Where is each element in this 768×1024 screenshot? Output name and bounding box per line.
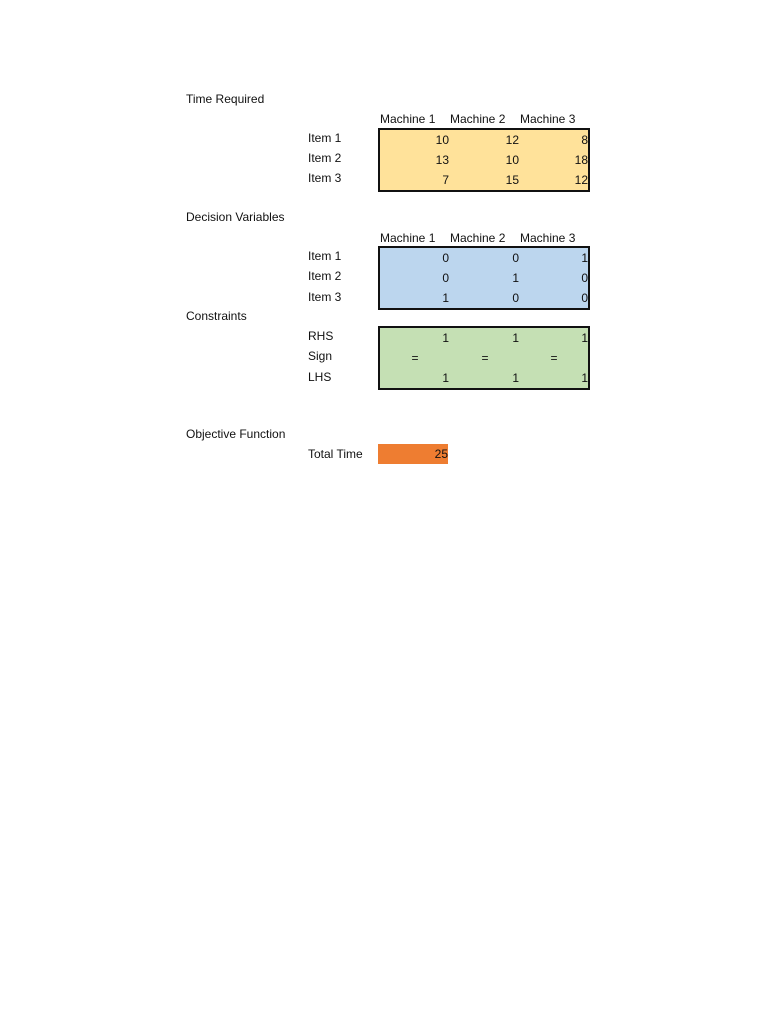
table-row <box>380 268 588 288</box>
decision-variables-table <box>378 246 590 310</box>
time-required-cell[interactable]: 15 <box>505 173 519 187</box>
time-required-cell[interactable]: 8 <box>581 133 588 147</box>
constraint-rhs-cell[interactable]: 1 <box>442 331 449 345</box>
decision-variable-cell[interactable]: 0 <box>442 271 449 285</box>
objective-function-title: Objective Function <box>186 427 286 441</box>
total-time-value-cell[interactable]: 25 <box>378 444 448 464</box>
time-required-cell[interactable]: 18 <box>574 153 588 167</box>
constraint-lhs-cell[interactable]: 1 <box>581 371 588 385</box>
time-required-row-label-1: Item 1 <box>308 131 342 145</box>
table-row <box>380 150 588 170</box>
constraint-sign-cell[interactable]: = <box>550 351 558 365</box>
total-time-label: Total Time <box>308 447 363 461</box>
time-required-cell[interactable]: 13 <box>435 153 449 167</box>
time-required-col-header-2: Machine 2 <box>450 112 506 126</box>
constraints-row-label-rhs: RHS <box>308 329 334 343</box>
decision-variable-cell[interactable]: 0 <box>581 271 588 285</box>
decision-variables-col-header-3: Machine 3 <box>520 231 576 245</box>
decision-variable-cell[interactable]: 0 <box>512 251 519 265</box>
constraints-title: Constraints <box>186 309 247 323</box>
table-row <box>380 328 588 348</box>
decision-variable-cell[interactable]: 1 <box>512 271 519 285</box>
time-required-row-label-2: Item 2 <box>308 151 342 165</box>
constraints-row-label-lhs: LHS <box>308 370 332 384</box>
time-required-row-label-3: Item 3 <box>308 171 342 185</box>
time-required-table <box>378 128 590 192</box>
time-required-cell[interactable]: 7 <box>442 173 449 187</box>
decision-variable-cell[interactable]: 0 <box>512 291 519 305</box>
decision-variables-col-header-2: Machine 2 <box>450 231 506 245</box>
time-required-col-header-1: Machine 1 <box>380 112 436 126</box>
time-required-cell[interactable]: 12 <box>574 173 588 187</box>
constraint-lhs-cell[interactable]: 1 <box>512 371 519 385</box>
table-row <box>380 348 588 368</box>
table-row <box>380 130 588 150</box>
time-required-cell[interactable]: 10 <box>505 153 519 167</box>
table-row <box>380 368 588 388</box>
time-required-cell[interactable]: 12 <box>505 133 519 147</box>
table-row <box>380 170 588 190</box>
constraint-rhs-cell[interactable]: 1 <box>512 331 519 345</box>
decision-variables-row-label-3: Item 3 <box>308 290 342 304</box>
decision-variables-row-label-2: Item 2 <box>308 269 342 283</box>
table-row <box>380 248 588 268</box>
decision-variable-cell[interactable]: 0 <box>581 291 588 305</box>
table-row <box>380 288 588 308</box>
time-required-cell[interactable]: 10 <box>435 133 449 147</box>
decision-variables-title: Decision Variables <box>186 210 285 224</box>
constraints-row-label-sign: Sign <box>308 349 333 363</box>
constraint-sign-cell[interactable]: = <box>481 351 489 365</box>
decision-variable-cell[interactable]: 1 <box>581 251 588 265</box>
constraint-rhs-cell[interactable]: 1 <box>581 331 588 345</box>
constraint-sign-cell[interactable]: = <box>411 351 419 365</box>
decision-variables-row-label-1: Item 1 <box>308 249 342 263</box>
decision-variable-cell[interactable]: 1 <box>442 291 449 305</box>
decision-variable-cell[interactable]: 0 <box>442 251 449 265</box>
time-required-col-header-3: Machine 3 <box>520 112 576 126</box>
constraints-table <box>378 326 590 390</box>
constraint-lhs-cell[interactable]: 1 <box>442 371 449 385</box>
time-required-title: Time Required <box>186 92 265 106</box>
decision-variables-col-header-1: Machine 1 <box>380 231 436 245</box>
